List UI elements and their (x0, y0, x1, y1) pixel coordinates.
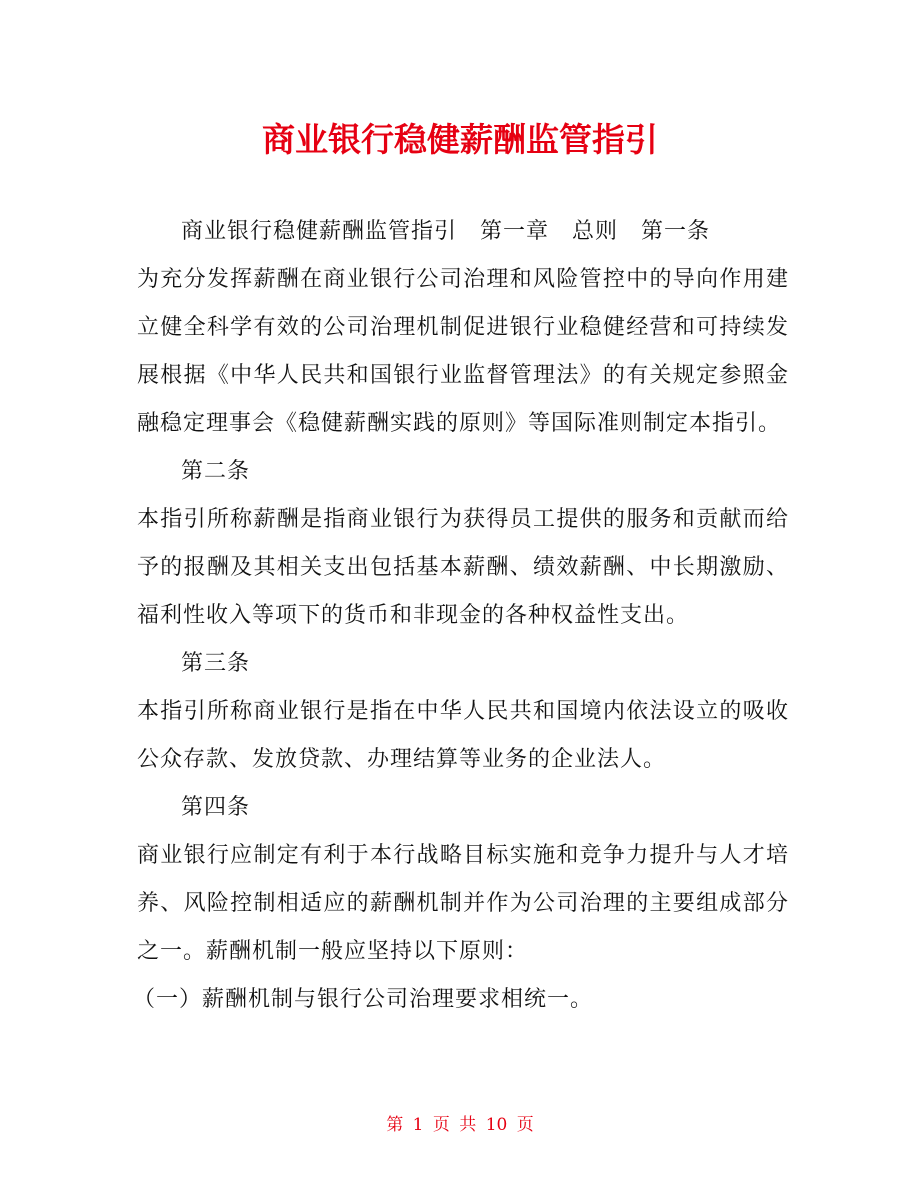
article-4-heading: 第四条 (181, 795, 251, 820)
list-item-principle-1: （一）薪酬机制与银行公司治理要求相统一。 (133, 987, 594, 1012)
paragraph-article-1: 为充分发挥薪酬在商业银行公司治理和风险管控中的导向作用建立健全科学有效的公司治理机制促进银行业稳健经营和可持续发展根据《中华人民共和国银行业监督管理法》的有关规定参照金融稳定理事会《稳健薪酬实践的原则》等国际准则制定本指引。 (137, 267, 789, 436)
article-2-heading: 第二条 (181, 459, 251, 484)
paragraph-article-4: 商业银行应制定有利于本行战略目标实施和竞争力提升与人才培养、风险控制相适应的薪酬机制并作为公司治理的主要组成部分之一。薪酬机制一般应坚持以下原则： (137, 843, 789, 964)
document-title: 商业银行稳健薪酬监管指引 (262, 120, 658, 159)
document-body (133, 208, 789, 1024)
paragraph-chapter-heading: 商业银行稳健薪酬监管指引 第一章 总则 第一条 (181, 219, 711, 244)
page-number-footer: 第 1 页 共 10 页 (386, 1115, 534, 1135)
paragraph-article-3: 本指引所称商业银行是指在中华人民共和国境内依法设立的吸收公众存款、发放贷款、办理结算等业务的企业法人。 (137, 699, 789, 772)
article-3-heading: 第三条 (181, 651, 251, 676)
paragraph-article-2: 本指引所称薪酬是指商业银行为获得员工提供的服务和贡献而给予的报酬及其相关支出包括基本薪酬、绩效薪酬、中长期激励、福利性收入等项下的货币和非现金的各种权益性支出。 (137, 507, 789, 628)
